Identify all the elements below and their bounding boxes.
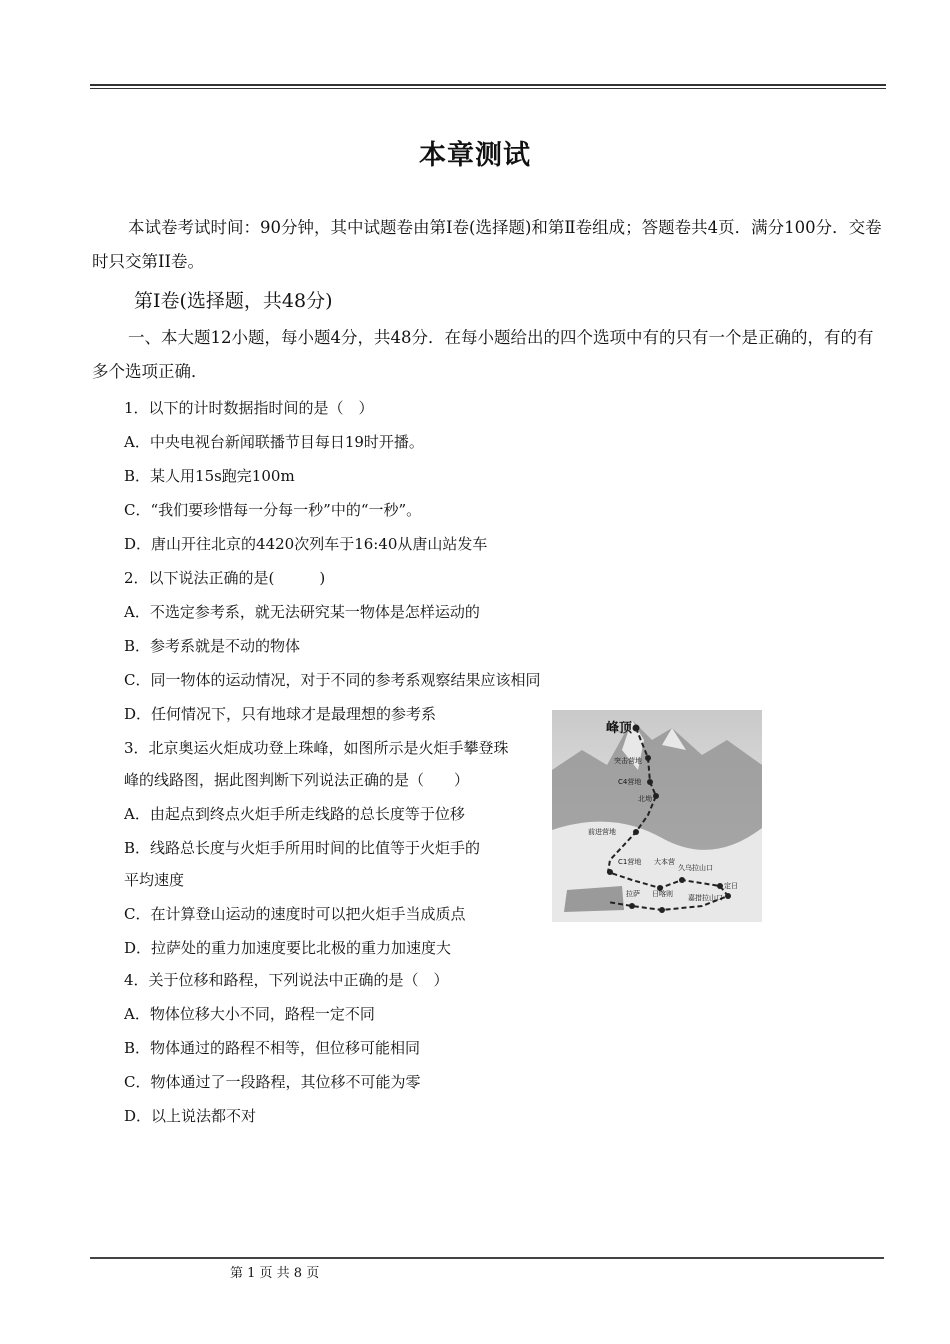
label-c1-camp: C1营地 [618, 858, 642, 866]
question-3-option-d: D．拉萨处的重力加速度要比北极的重力加速度大 [124, 939, 452, 957]
everest-route-figure [552, 710, 762, 922]
instructions-paragraph: 一、本大题12小题，每小题4分，共48分．在每小题给出的四个选项中有的只有一个是正确的，有的有多个选项正确． [92, 328, 874, 381]
question-3-option-b: B．线路总长度与火炬手所用时间的比值等于火炬手的 [124, 839, 481, 857]
label-lhasa: 拉萨 [626, 890, 640, 898]
question-3-option-b-cont: 平均速度 [124, 871, 185, 889]
question-4-option-c: C．物体通过了一段路程，其位移不可能为零 [124, 1073, 421, 1091]
question-4-option-b: B．物体通过的路程不相等，但位移可能相同 [124, 1039, 421, 1057]
intro-paragraph: 本试卷考试时间：90分钟，其中试题卷由第Ⅰ卷(选择题)和第Ⅱ卷组成；答题卷共4页．满分100分．交卷时只交第II卷。 [92, 218, 882, 271]
label-base-camp: 大本营 [654, 858, 675, 866]
question-2-option-c: C．同一物体的运动情况，对于不同的参考系观察结果应该相同 [124, 671, 541, 689]
header-rule [90, 84, 886, 86]
question-2-stem: 2．以下说法正确的是( ) [124, 569, 326, 587]
buildings [564, 886, 624, 912]
question-3-option-a: A．由起点到终点火炬手所走线路的总长度等于位移 [124, 805, 465, 823]
label-pass-2: 嘉措拉山口 [688, 894, 723, 902]
question-4-option-a: A．物体位移大小不同，路程一定不同 [124, 1005, 375, 1023]
question-2-option-a: A．不选定参考系，就无法研究某一物体是怎样运动的 [124, 603, 480, 621]
question-3-stem-line-1: 3．北京奥运火炬成功登上珠峰，如图所示是火炬手攀登珠 [124, 739, 509, 757]
question-2-option-b: B．参考系就是不动的物体 [124, 637, 301, 655]
label-c4-camp: C4营地 [618, 778, 642, 786]
footer-rule [90, 1257, 884, 1259]
section-heading: 第Ⅰ卷(选择题，共48分) [134, 290, 333, 312]
question-3-option-c: C．在计算登山运动的速度时可以把火炬手当成质点 [124, 905, 466, 923]
label-dingri: 定日 [724, 882, 738, 890]
question-1-stem: 1．以下的计时数据指时间的是（ ） [124, 399, 374, 417]
header-rule-thin [90, 88, 886, 89]
label-north-col: 北坳 [638, 795, 652, 803]
label-assault-camp: 突击营地 [614, 757, 642, 765]
question-1-option-b: B．某人用15s跑完100m [124, 467, 295, 485]
question-3-stem-line-2: 峰的线路图，据此图判断下列说法正确的是（ ） [124, 771, 470, 789]
question-1-option-d: D．唐山开往北京的4420次列车于16:40从唐山站发车 [124, 535, 488, 553]
label-advance-camp: 前进营地 [588, 828, 616, 836]
question-4-option-d: D．以上说法都不对 [124, 1107, 257, 1125]
page-title: 本章测试 [419, 140, 531, 171]
question-4-stem: 4．关于位移和路程，下列说法中正确的是（ ） [124, 971, 449, 989]
question-1-option-c: C．“我们要珍惜每一分每一秒”中的“一秒”。 [124, 501, 422, 519]
label-pass-1: 久乌拉山口 [678, 864, 713, 872]
question-1-option-a: A．中央电视台新闻联播节目每日19时开播。 [124, 433, 424, 451]
label-shigatse: 日喀则 [652, 890, 673, 898]
question-2-option-d: D．任何情况下，只有地球才是最理想的参考系 [124, 705, 437, 723]
page-footer: 第 1 页 共 8 页 [230, 1266, 320, 1281]
label-peak: 峰顶 [606, 721, 633, 736]
